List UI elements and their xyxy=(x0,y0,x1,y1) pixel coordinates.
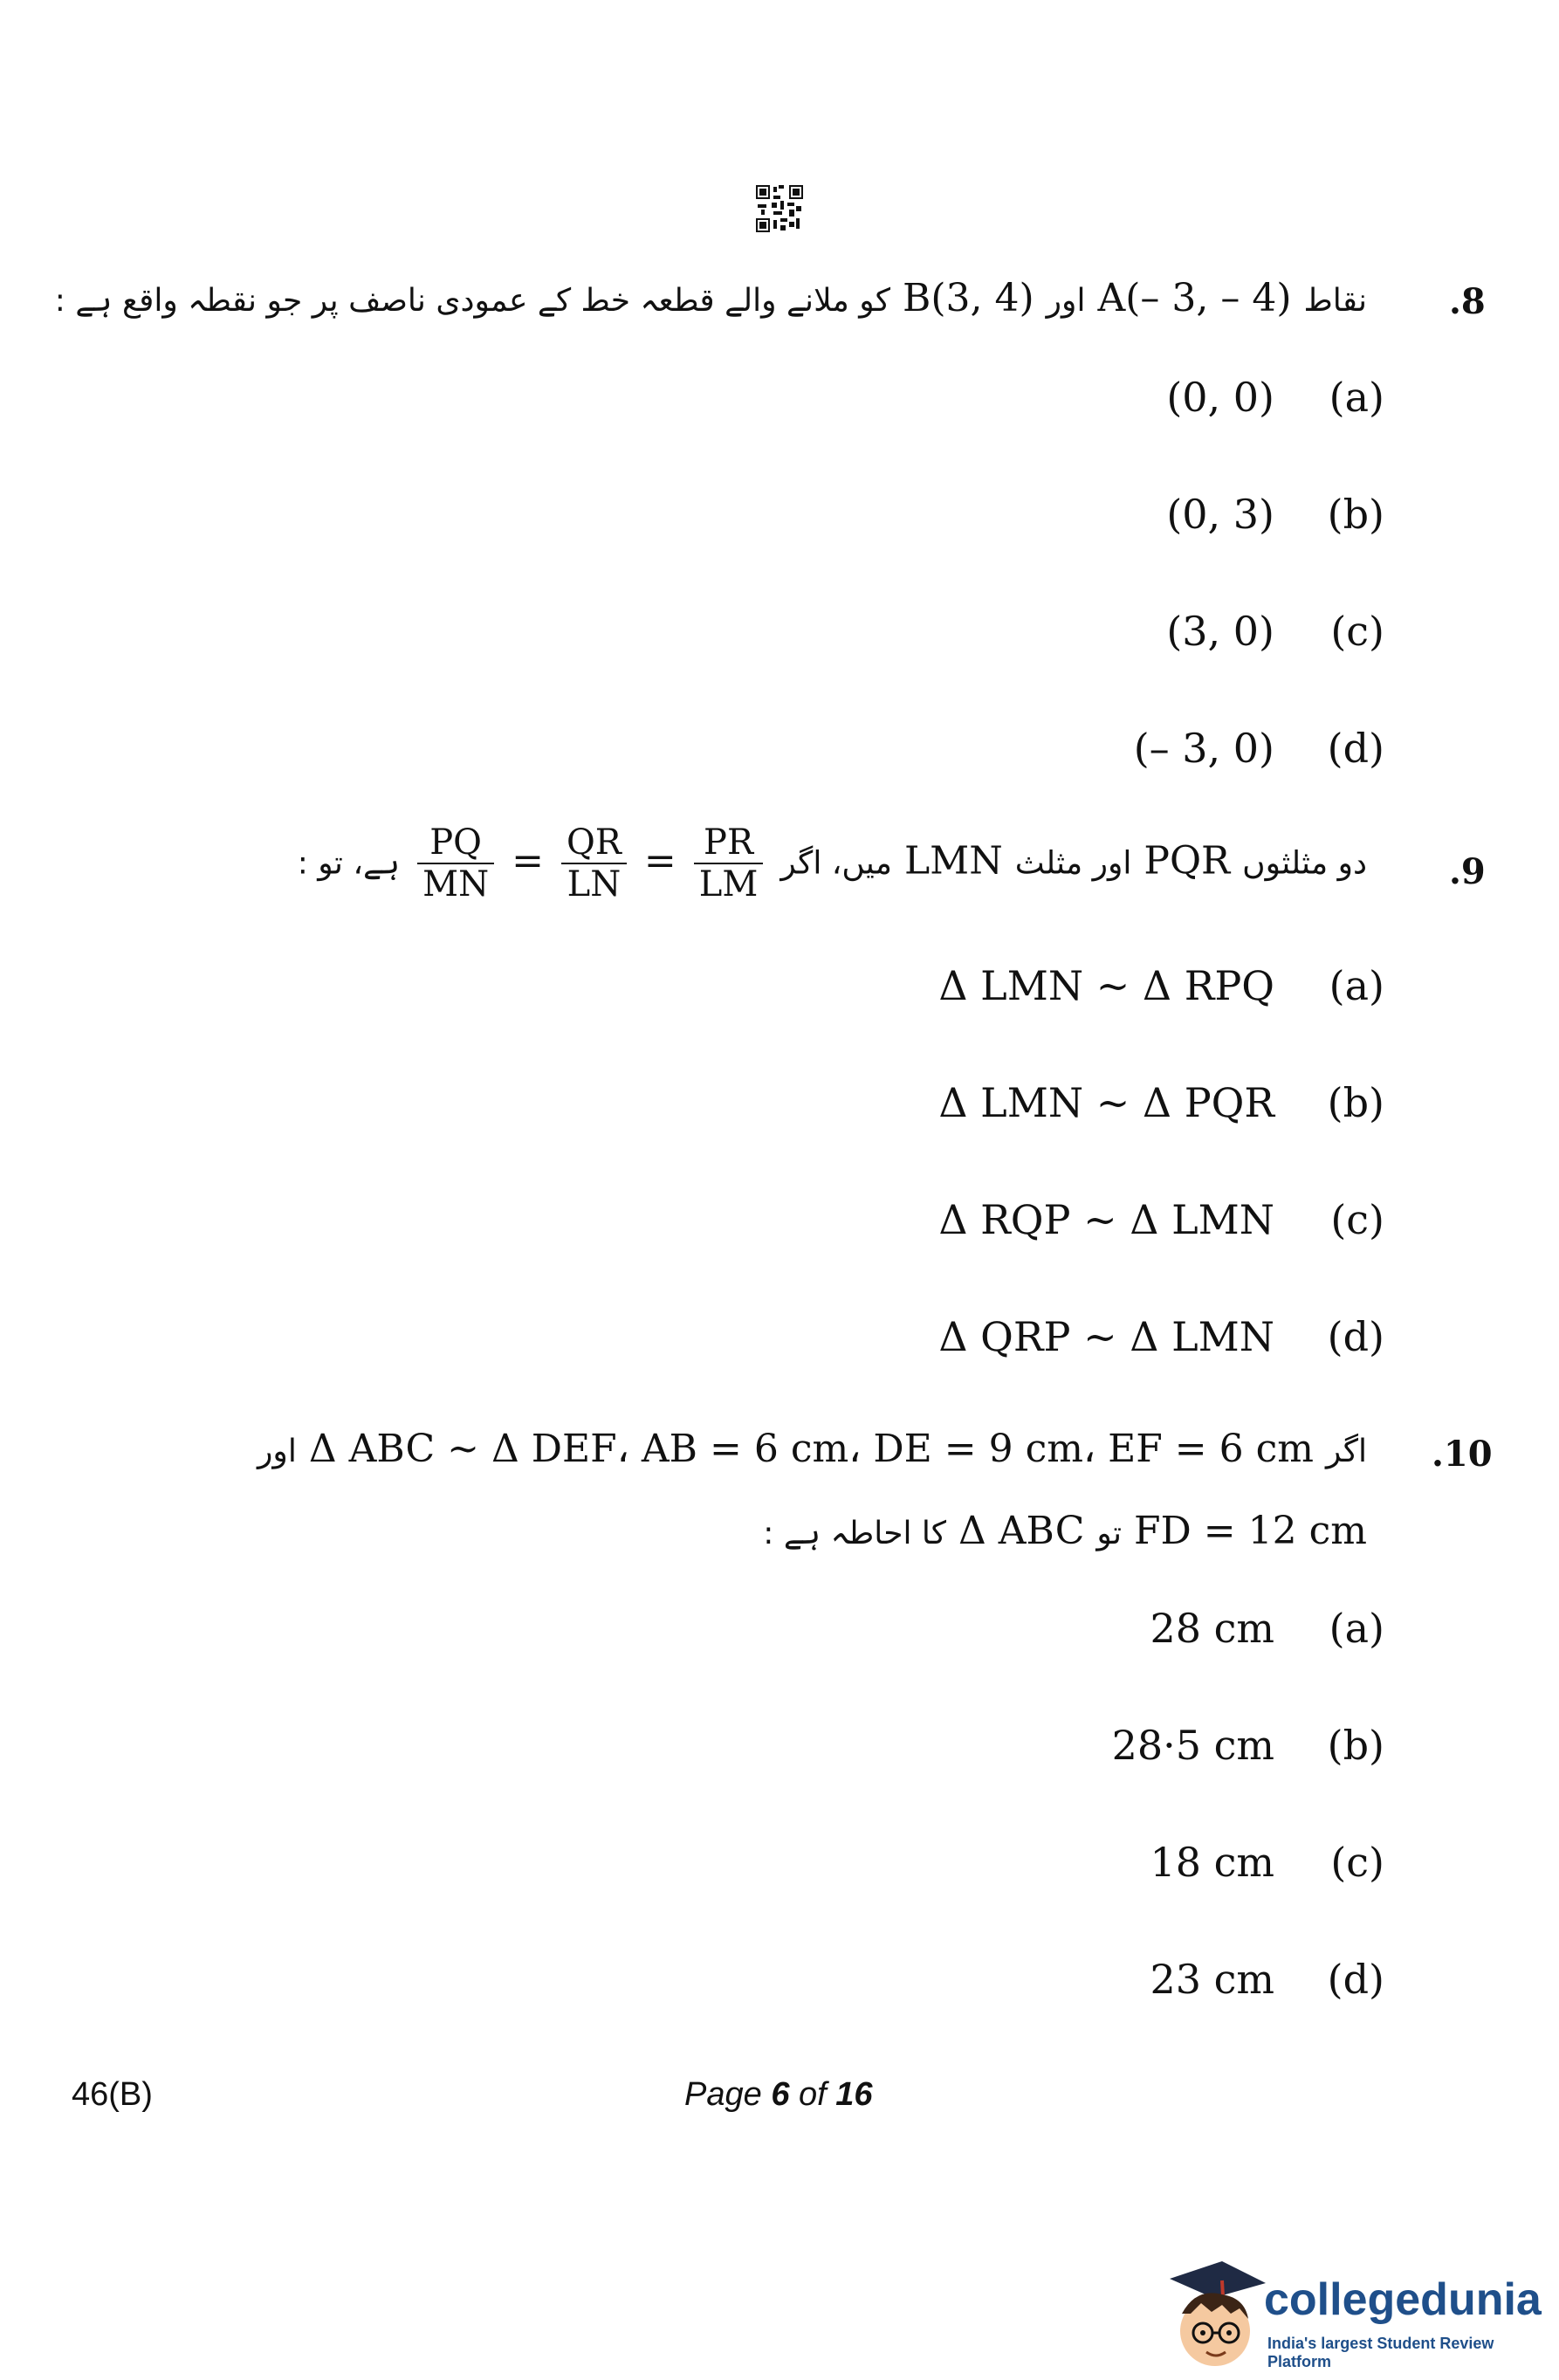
option-d: (– 3, 0) (d) xyxy=(1133,725,1384,772)
option-b: 28·5 cm (b) xyxy=(1111,1722,1384,1769)
option-a: 28 cm (a) xyxy=(1150,1605,1384,1652)
qr-code-icon xyxy=(756,185,803,232)
option-b: (0, 3) (b) xyxy=(1166,491,1384,538)
question-stem: اگر Δ ABC ~ Δ DEF، AB = 6 cm، DE = 9 cm، EF = 6 cm اور xyxy=(258,1427,1367,1471)
option-a: (0, 0) (a) xyxy=(1166,374,1384,421)
option-c: Δ RQP ~ Δ LMN (c) xyxy=(938,1196,1384,1243)
question-stem: دو مثلثوں PQR اور مثلث LMN میں، اگر $\frac{PR}{LM}$ = $\frac{QR}{LN}$ = $\frac{PQ}{MN}$ ہے، تو : xyxy=(297,822,1367,905)
fraction: $\frac{PR}{LM}$ xyxy=(694,822,764,905)
question-stem: نقاط A(– 3, – 4) اور B(3, 4) کو ملانے والے قطعہ خط کے عمودی ناصف پر جو نقطہ واقع ہے : xyxy=(54,276,1367,320)
question-number: .10 xyxy=(1432,1434,1493,1475)
fraction: $\frac{QR}{LN}$ xyxy=(561,822,627,905)
brand-tagline: India's largest Student Review Platform xyxy=(1267,2335,1494,2370)
page-indicator: Page 6 of 16 xyxy=(684,2076,873,2113)
question-number: .8 xyxy=(1449,281,1486,322)
option-c: 18 cm (c) xyxy=(1150,1839,1384,1886)
option-c: (3, 0) (c) xyxy=(1166,608,1384,655)
paper-code: 46(B) xyxy=(72,2076,153,2113)
option-d: 23 cm (d) xyxy=(1150,1956,1384,2003)
question-number: .9 xyxy=(1449,851,1486,892)
question-stem-continued: FD = 12 cm تو Δ ABC کا احاطہ ہے : xyxy=(763,1509,1367,1553)
option-d: Δ QRP ~ Δ LMN (d) xyxy=(938,1313,1384,1360)
option-a: Δ LMN ~ Δ RPQ (a) xyxy=(938,962,1384,1009)
brand-name: collegedunia xyxy=(1264,2274,1542,2325)
fraction: $\frac{PQ}{MN}$ xyxy=(417,822,494,905)
option-b: Δ LMN ~ Δ PQR (b) xyxy=(938,1079,1384,1126)
